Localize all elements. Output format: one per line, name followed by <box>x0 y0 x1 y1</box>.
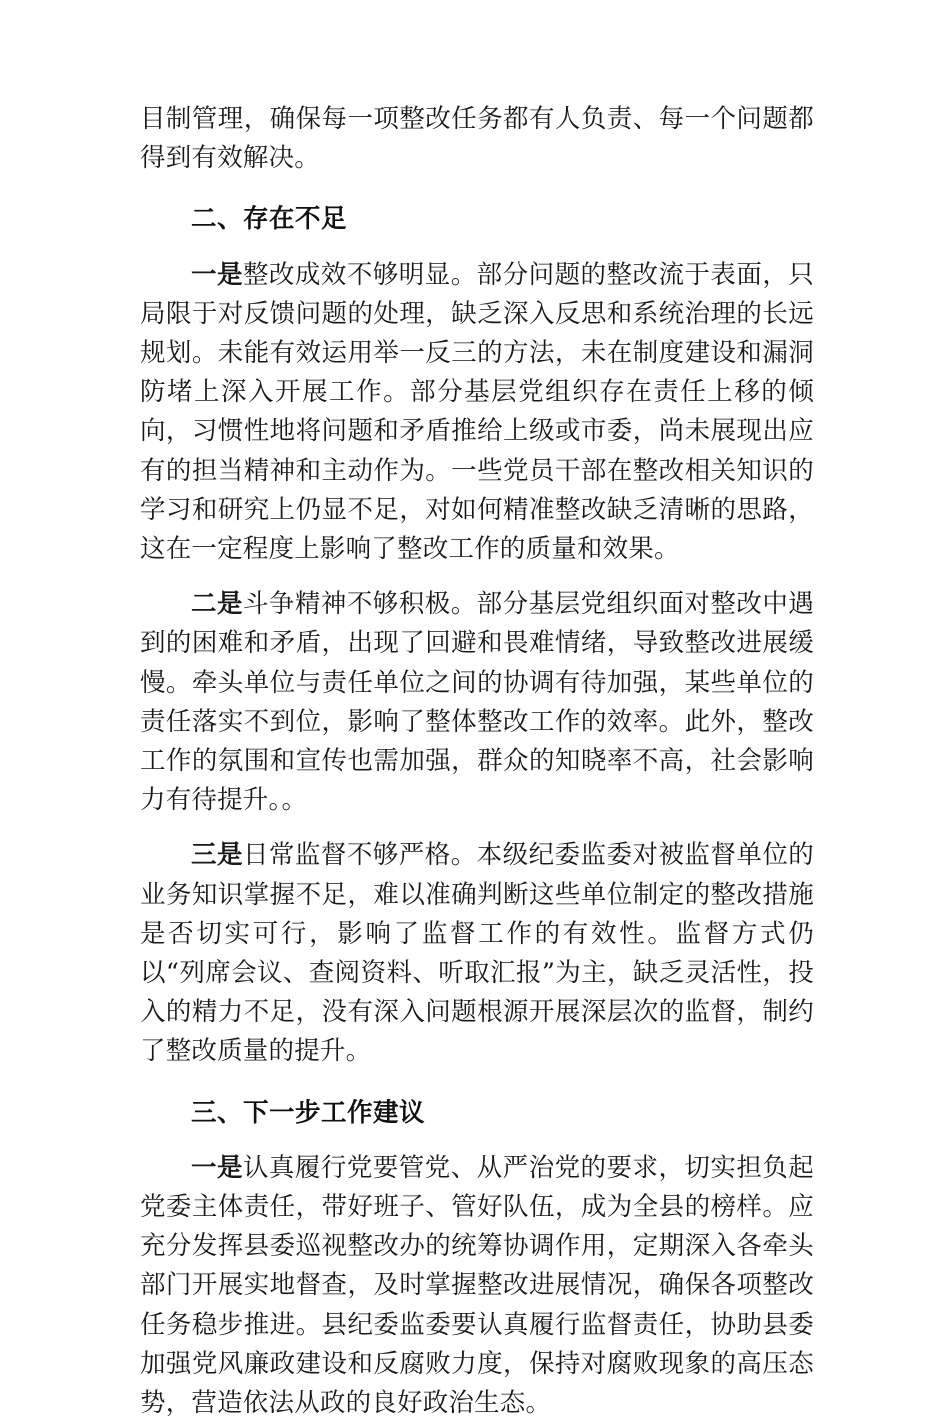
paragraph-item-three <box>140 836 814 1071</box>
paragraph-lead-marker: 三是 <box>191 840 243 871</box>
paragraph-item-two <box>140 585 814 820</box>
spacer <box>140 178 814 200</box>
paragraph-body: 日常监督不够严格。本级纪委监委对被监督单位的业务知识掌握不足，难以准确判断这些单位制定的整改措施是否切实可行，影响了监督工作的有效性。监督方式仍以“列席会议、查阅资料、听取汇报”为主，缺乏灵活性，投入的精力不足，没有深入问题根源开展深层次的监督，制约了整改质量的提升。 <box>140 840 815 1067</box>
paragraph-suggestion-one <box>140 1149 814 1423</box>
spacer <box>140 1072 814 1094</box>
paragraph-continuation: 目制管理，确保每一项整改任务都有人负责、每一个问题都得到有效解决。 <box>140 104 814 174</box>
spacer <box>140 1133 814 1149</box>
spacer <box>140 820 814 836</box>
spacer <box>140 569 814 585</box>
page-content <box>140 100 814 1423</box>
paragraph-body: 斗争精神不够积极。部分基层党组织面对整改中遇到的困难和矛盾，出现了回避和畏难情绪，导致整改进展缓慢。牵头单位与责任单位之间的协调有待加强，某些单位的责任落实不到位，影响了整体整改工作的效率。此外，整改工作的氛围和宣传也需加强，群众的知晓率不高，社会影响力有待提升。。 <box>140 589 815 816</box>
section-heading-two: 二、存在不足 <box>191 204 348 235</box>
section-heading-three: 三、下一步工作建议 <box>191 1097 426 1128</box>
spacer <box>140 240 814 256</box>
paragraph-body: 认真履行党要管党、从严治党的要求，切实担负起党委主体责任，带好班子、管好队伍，成为全县的榜样。应充分发挥县委巡视整改办的统筹协调作用，定期深入各牵头部门开展实地督查，及时掌握整改进展情况，确保各项整改任务稳步推进。县纪委监委要认真履行监督责任，协助县委加强党风廉政建设和反腐败力度，保持对腐败现象的高压态势，营造依法从政的良好政治生态。 <box>140 1152 815 1419</box>
paragraph-lead-marker: 二是 <box>191 589 243 620</box>
paragraph-lead-marker: 一是 <box>191 259 243 290</box>
paragraph-item-one <box>140 256 814 570</box>
paragraph-body: 整改成效不够明显。部分问题的整改流于表面，只局限于对反馈问题的处理，缺乏深入反思和系统治理的长远规划。未能有效运用举一反三的方法，未在制度建设和漏洞防堵上深入开展工作。部分基层党组织存在责任上移的倾向，习惯性地将问题和矛盾推给上级或市委，尚未展现出应有的担当精神和主动作为。一些党员干部在整改相关知识的学习和研究上仍显不足，对如何精准整改缺乏清晰的思路，这在一定程度上影响了整改工作的质量和效果。 <box>140 259 815 565</box>
paragraph-lead-marker: 一是 <box>191 1152 243 1183</box>
